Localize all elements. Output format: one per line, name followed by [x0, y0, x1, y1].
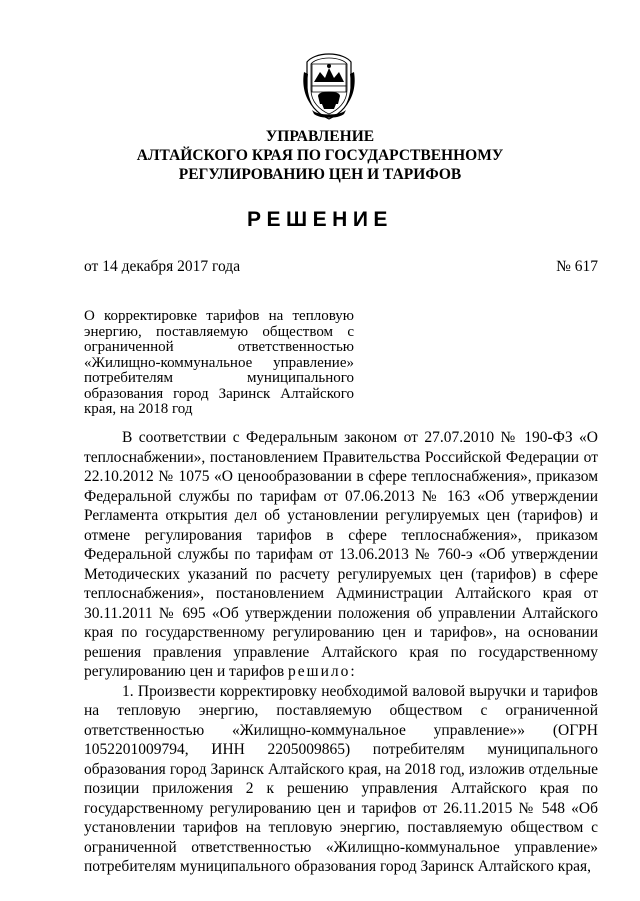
agency-line: АЛТАЙСКОГО КРАЯ ПО ГОСУДАРСТВЕННОМУ [136, 147, 504, 164]
agency-line: УПРАВЛЕНИЕ [265, 128, 375, 145]
document-date: от 14 декабря 2017 года [84, 258, 241, 275]
document-body [84, 428, 598, 877]
agency-line: РЕГУЛИРОВАНИЮ ЦЕН И ТАРИФОВ [178, 166, 462, 183]
preamble-paragraph [84, 428, 598, 682]
decided-word: решило [288, 663, 351, 680]
preamble-text: В соответствии с Федеральным законом от 27.07.2010 № 190-ФЗ «О теплоснабжении», постановлением Правительства Российской Федерации от 22.10.2012 № 1075 «О ценообразовании в сфере теплоснабжения», приказом Федеральной службы по тарифам от 07.06.2013 № 163 «Об утверждении Регламента открытия дел об установлении регулируемых цен (тарифов) и отмене регулирования тарифов в сфере теплоснабжения», приказом Федеральной службы по тарифам от 13.06.2013 № 760-э «Об утверждении Методических указаний по расчету регулируемых цен (тарифов) в сфере теплоснабжения», постановлением Администрации Алтайского края от 30.11.2011 № 695 «Об утверждении положения об управлении Алтайского края по государственному регулированию цен и тарифов», на основании решения правления управление Алтайского края по государственному регулированию цен и тарифов [84, 429, 598, 680]
decided-colon: : [350, 663, 355, 680]
document-number: № 617 [556, 258, 598, 275]
agency-name [0, 127, 640, 184]
altai-coat-of-arms-icon [298, 52, 360, 122]
item-1-paragraph: 1. Произвести корректировку необходимой валовой выручки и тарифов на тепловую энергию, поставляемую обществом с ограниченной ответственностью «Жилищно-коммунальное управление»» (ОГРН 1052201009794, ИНН 2205009865) потребителям муниципального образования город Заринск Алтайского края, на 2018 год, изложив отдельные позиции приложения 2 к решению управления Алтайского края по государственному регулированию цен и тарифов от 26.11.2015 № 548 «Об установлении тарифов на тепловую энергию, поставляемую обществом с ограниченной ответственностью «Жилищно-коммунальное управление» потребителям муниципального образования город Заринск Алтайского края, [84, 682, 598, 875]
document-title: РЕШЕНИЕ [247, 208, 393, 231]
document-subject: О корректировке тарифов на тепловую энергию, поставляемую обществом с ограниченной ответственностью «Жилищно-коммунальное управление» потребителям муниципального образования город Заринск Алтайского края, на 2018 год [84, 308, 354, 417]
